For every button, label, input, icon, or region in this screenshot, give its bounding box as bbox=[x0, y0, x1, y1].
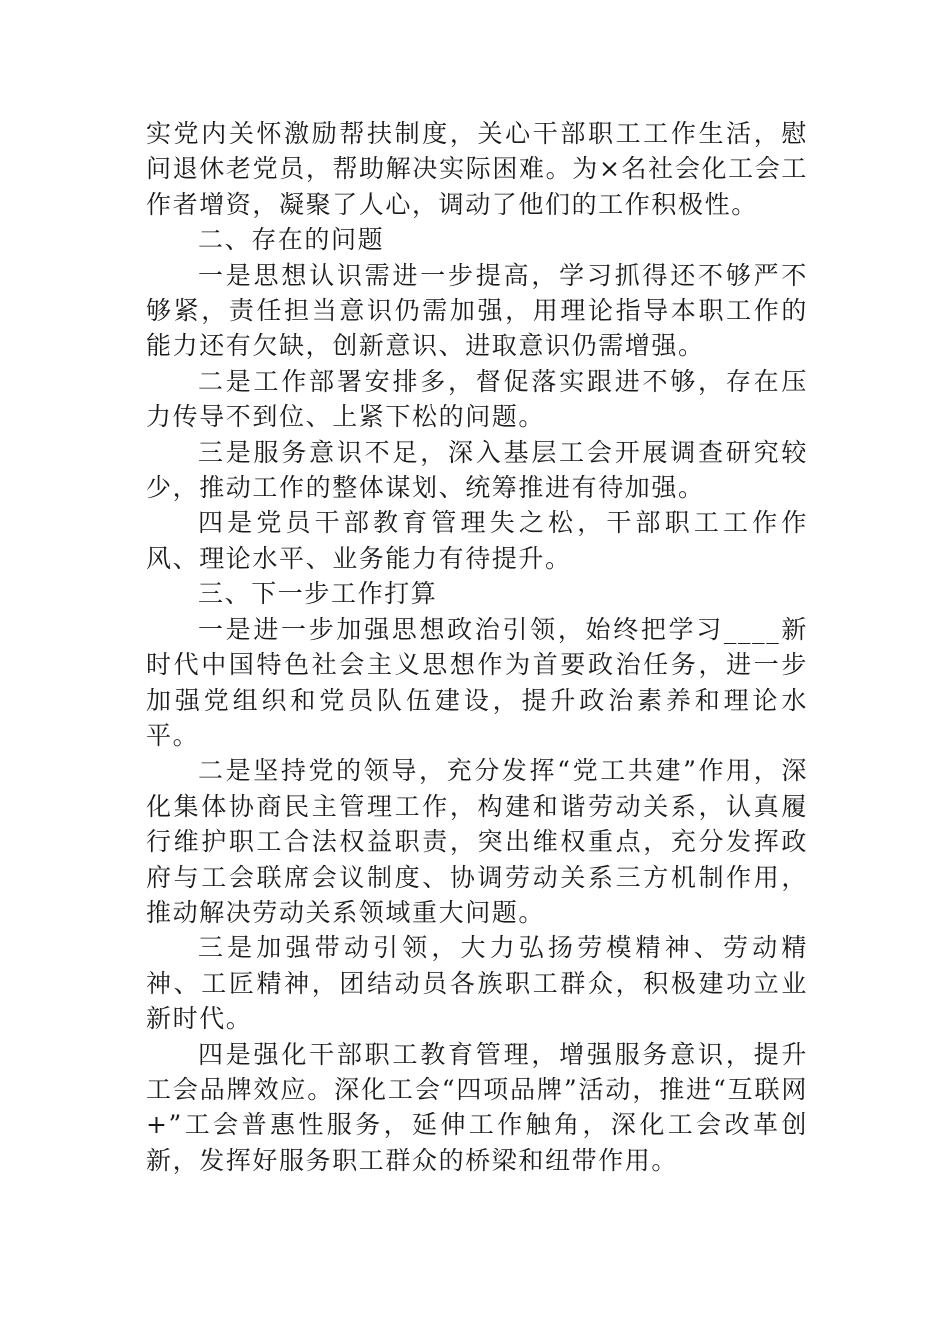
paragraph-4: 二是工作部署安排多，督促落实跟进不够，存在压力传导不到位、上紧下松的问题。 bbox=[146, 366, 808, 432]
paragraph-10: 三是加强带动引领，大力弘扬劳模精神、劳动精神、工匠精神，团结动员各族职工群众，积极建功立业新时代。 bbox=[146, 933, 808, 1034]
paragraph-1: 实党内关怀激励帮扶制度，关心干部职工工作生活，慰问退休老党员，帮助解决实际困难。为×名社会化工会工作者增资，凝聚了人心，调动了他们的工作积极性。 bbox=[146, 119, 808, 219]
paragraph-8: 一是进一步加强思想政治引领，始终把学习____新时代中国特色社会主义思想作为首要政治任务，进一步加强党组织和党员队伍建设，提升政治素养和理论水平。 bbox=[146, 614, 808, 750]
document-body bbox=[146, 116, 808, 1178]
paragraph-6: 四是党员干部教育管理失之松，干部职工工作作风、理论水平、业务能力有待提升。 bbox=[146, 508, 808, 573]
paragraph-9: 二是坚持党的领导，充分发挥“党工共建”作用，深化集体协商民主管理工作，构建和谐劳动关系，认真履行维护职工合法权益职责，突出维权重点，充分发挥政府与工会联席会议制度、协调劳动关系三方机制作用，推动解决劳动关系领域重大问题。 bbox=[146, 756, 808, 927]
section-heading-problems: 二、存在的问题 bbox=[198, 225, 385, 255]
paragraph-3: 一是思想认识需进一步提高，学习抓得还不够严不够紧，责任担当意识仍需加强，用理论指导本职工作的能力还有欠缺，创新意识、进取意识仍需增强。 bbox=[146, 260, 808, 361]
paragraph-5: 三是服务意识不足，深入基层工会开展调查研究较少，推动工作的整体谋划、统筹推进有待加强。 bbox=[146, 437, 808, 503]
paragraph-11: 四是强化干部职工教育管理，增强服务意识，提升工会品牌效应。深化工会“四项品牌”活动，推进“互联网+”工会普惠性服务，延伸工作触角，深化工会改革创新，发挥好服务职工群众的桥梁和纽带作用。 bbox=[146, 1039, 808, 1175]
section-heading-next-steps: 三、下一步工作打算 bbox=[198, 579, 438, 609]
